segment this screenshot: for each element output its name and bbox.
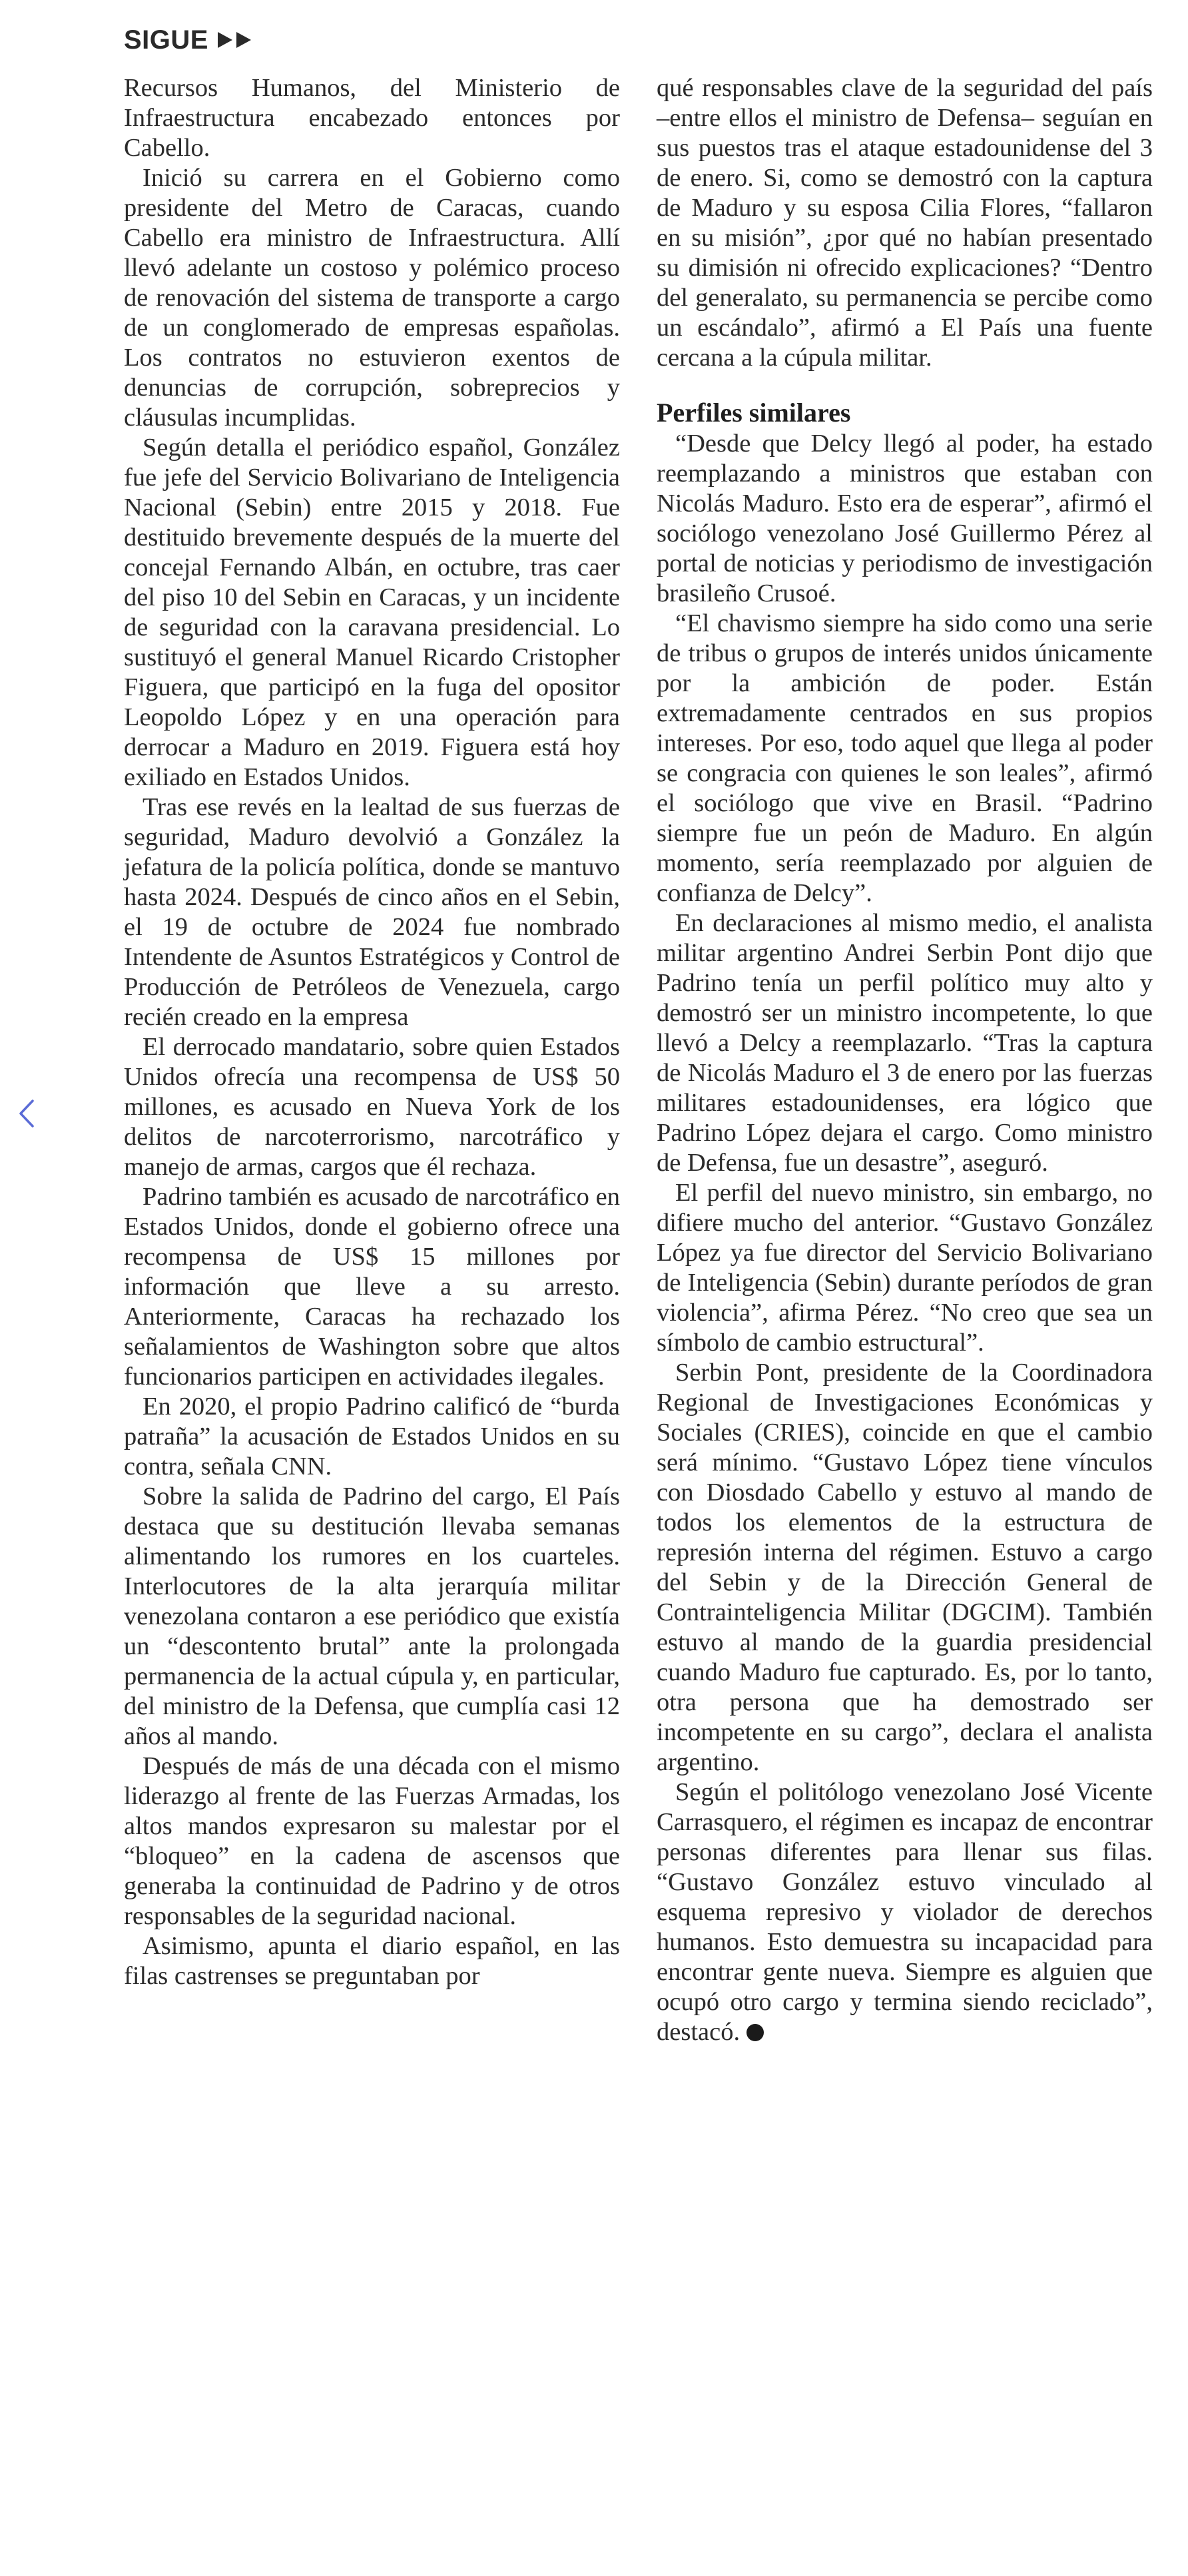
continue-marker [124,20,252,60]
paragraph: El derrocado mandatario, sobre quien Estados Unidos ofrecía una recompensa de US$ 50 millones, es acusado en Nueva York de los delitos de narcoterrorismo, narcotráfico y manejo de armas, cargos que él rechaza. [124,1033,620,1181]
end-of-article-dot-icon [746,2024,764,2041]
previous-page-button[interactable] [12,1092,41,1135]
paragraph: “Desde que Delcy llegó al poder, ha estado reemplazando a ministros que estaban con Nicolás Maduro. Esto era de esperar”, afirmó el sociólogo venezolano José Guillermo Pérez al portal de noticias y periodismo de investigación brasileño Crusoé. [657,430,1153,607]
paragraph: Después de más de una década con el mismo liderazgo al frente de las Fuerzas Armadas, los altos mandos expresaron su malestar por el “bloqueo” en la cadena de ascensos que generaba la continuidad de Padrino y de otros responsables de la seguridad nacional. [124,1752,620,1930]
double-arrow-right-icon [216,30,252,50]
paragraph: En 2020, el propio Padrino calificó de “burda patraña” la acusación de Estados Unidos en su contra, señala CNN. [124,1393,620,1480]
paragraph-text: Según el politólogo venezolano José Vicente Carrasquero, el régimen es incapaz de encontrar personas diferentes para llenar sus filas. “Gustavo González estuvo vinculado al esquema represivo y violador de derechos humanos. Esto demuestra su incapacidad para encontrar gente nueva. Siempre es alguien que ocupó otro cargo y termina siendo reciclado”, destacó. [657,1778,1153,2046]
paragraph: Asimismo, apunta el diario español, en las filas castrenses se preguntaban por [124,1932,620,1990]
section-heading: Perfiles similares [657,398,851,428]
paragraph: Serbin Pont, presidente de la Coordinadora Regional de Investigaciones Económicas y Sociales (CRIES), coincide en que el cambio será mínimo. “Gustavo López tiene vínculos con Diosdado Cabello y estuvo al mando de todos los elementos de la estructura de represión interna del régimen. Estuvo a cargo del Sebin y de la Dirección General de Contrainteligencia Militar (DGCIM). También estuvo al mando de la guardia presidencial cuando Maduro fue capturado. Es, por lo tanto, otra persona que ha demostrado ser incompetente en su cargo”, declara el analista argentino. [657,1359,1153,1776]
paragraph: Recursos Humanos, del Ministerio de Infraestructura encabezado entonces por Cabello. [124,74,620,162]
continue-label: SIGUE [124,25,208,55]
paragraph: Según detalla el periódico español, González fue jefe del Servicio Bolivariano de Inteligencia Nacional (Sebin) entre 2015 y 2018. Fue destituido brevemente después de la muerte del concejal Fernando Albán, en octubre, tras caer del piso 10 del Sebin en Caracas, y un incidente de seguridad con la caravana presidencial. Lo sustituyó el general Manuel Ricardo Cristopher Figuera, que participó en la fuga del opositor Leopoldo López y en una operación para derrocar a Maduro en 2019. Figuera está hoy exiliado en Estados Unidos. [124,434,620,791]
paragraph: En declaraciones al mismo medio, el analista militar argentino Andrei Serbin Pont dijo que Padrino tenía un perfil político muy alto y demostró ser un ministro incompetente, lo que llevó a Delcy a reemplazarlo. “Tras la captura de Nicolás Maduro el 3 de enero por las fuerzas militares estadounidenses, era lógico que Padrino López dejara el cargo. Como ministro de Defensa, fue un desastre”, aseguró. [657,909,1153,1177]
chevron-left-icon [17,1097,37,1130]
final-paragraph [657,1777,1153,2047]
paragraph: Inició su carrera en el Gobierno como presidente del Metro de Caracas, cuando Cabello era ministro de Infraestructura. Allí llevó adelante un costoso y polémico proceso de renovación del sistema de transporte a cargo de un conglomerado de empresas españolas. Los contratos no estuvieron exentos de denuncias de corrupción, sobreprecios y cláusulas incumplidas. [124,164,620,432]
paragraph: El perfil del nuevo ministro, sin embargo, no difiere mucho del anterior. “Gustavo González López ya fue director del Servicio Bolivariano de Inteligencia (Sebin) durante períodos de gran violencia”, afirma Pérez. “No creo que sea un símbolo de cambio estructural”. [657,1179,1153,1357]
paragraph: “El chavismo siempre ha sido como una serie de tribus o grupos de interés unidos únicamente por la ambición de poder. Están extremadamente centrados en sus propios intereses. Por eso, todo aquel que llega al poder se congracia con quienes le son leales”, afirmó el sociólogo que vive en Brasil. “Padrino siempre fue un peón de Maduro. En algún momento, sería reemplazado por alguien de confianza de Delcy”. [657,609,1153,907]
article-column-right [657,73,1153,2047]
paragraph: Sobre la salida de Padrino del cargo, El País destaca que su destitución llevaba semanas alimentando los rumores en los cuarteles. Interlocutores de la alta jerarquía militar venezolana contaron a ese periódico que existía un “descontento brutal” ante la prolongada permanencia de la actual cúpula y, en particular, del ministro de la Defensa, que cumplía casi 12 años al mando. [124,1482,620,1750]
paragraph: Padrino también es acusado de narcotráfico en Estados Unidos, donde el gobierno ofrece una recompensa de US$ 15 millones por información que lleve a su arresto. Anteriormente, Caracas ha rechazado los señalamientos de Washington sobre que altos funcionarios participen en actividades ilegales. [124,1183,620,1391]
paragraph: qué responsables clave de la seguridad del país –entre ellos el ministro de Defensa– seguían en sus puestos tras el ataque estadounidense del 3 de enero. Si, como se demostró con la captura de Maduro y su esposa Cilia Flores, “fallaron en su misión”, ¿por qué no habían presentado su dimisión ni ofrecido explicaciones? “Dentro del generalato, su permanencia se percibe como un escándalo”, afirmó a El País una fuente cercana a la cúpula militar. [657,74,1153,372]
article-column-left [124,73,620,1991]
paragraph: Tras ese revés en la lealtad de sus fuerzas de seguridad, Maduro devolvió a González la jefatura de la policía política, donde se mantuvo hasta 2024. Después de cinco años en el Sebin, el 19 de octubre de 2024 fue nombrado Intendente de Asuntos Estratégicos y Control de Producción de Petróleos de Venezuela, cargo recién creado en la empresa [124,793,620,1031]
